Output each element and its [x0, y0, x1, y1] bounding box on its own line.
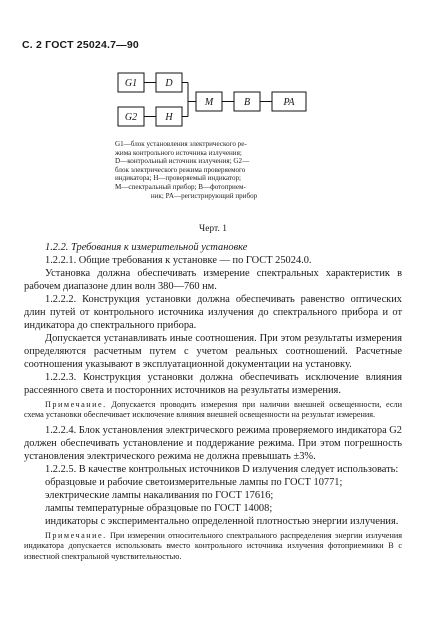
note [24, 400, 402, 421]
label-d: D [165, 78, 173, 89]
paragraph: 1.2.2.4. Блок установления электрического режима проверяемого индикатора G2 должен обеспечивать установление и поддержание режима. При этом погрешность установления электрического режима не должна превышать ±3%. [24, 424, 402, 462]
document-body [24, 241, 402, 565]
label-g2: G2 [124, 112, 138, 123]
caption-line: D—контрольный источник излучения; G2— [115, 157, 250, 166]
note [24, 531, 402, 562]
page-header: С. 2 ГОСТ 25024.7—90 [22, 39, 139, 51]
section-heading: 1.2.2. Требования к измерительной установке [45, 242, 248, 253]
label-b: B [243, 97, 251, 108]
label-g1: G1 [124, 78, 138, 89]
list-item: электрические лампы накаливания по ГОСТ 17616; [45, 489, 274, 501]
note-text: При измерении относительного спектрального распределения энергии излучения индикатора допускается использовать вместо контрольного источника излучения фотоприемники B с известной спектральной чувствительностью. [24, 530, 402, 561]
caption-line: жима контрольного источника излучения; [115, 148, 242, 157]
paragraph: 1.2.2.1. Общие требования к установке — по ГОСТ 25024.0. [45, 255, 312, 266]
figure-caption [115, 140, 293, 200]
caption-line: ник; PA—регистрирующий прибор [150, 191, 258, 200]
caption-line: индикатора; H—проверяемый индикатор; [115, 174, 242, 183]
paragraph: Допускается устанавливать иные соотношения. При этом результаты измерения определяются расчетным путем с учетом реальных соотношений. Расчетные соотношения указывают в эксплуатационной документации на установку. [24, 333, 402, 370]
label-h: H [165, 112, 173, 123]
note-label: Примечание. [45, 400, 107, 409]
label-pa: PA [283, 97, 295, 108]
list-item: образцовые и рабочие светоизмерительные лампы по ГОСТ 10771; [45, 476, 343, 488]
block-diagram [0, 0, 426, 150]
label-m: M [204, 97, 214, 108]
caption-line: блок электрического режима проверяемого [115, 165, 246, 174]
figure-label: Черт. 1 [199, 224, 227, 234]
list-item: лампы температурные образцовые по ГОСТ 14008; [45, 502, 273, 514]
note-label: Примечание. [45, 530, 107, 540]
caption-line: M—спектральный прибор; B—фотоприем- [115, 182, 246, 191]
paragraph: 1.2.2.2. Конструкция установки должна обеспечивать равенство оптических длин путей от контрольного источника излучения до спектрального прибора и от индикатора до спектрального прибора. [24, 294, 402, 331]
note-text: Допускается проводить измерения при наличии внешней освещенности, если схема установки обеспечивает исключение влияния внешней освещенности на результат измерения. [24, 400, 402, 420]
caption-line: G1—блок установления электрического ре- [115, 140, 247, 148]
paragraph: Установка должна обеспечивать измерение спектральных характеристик в рабочем диапазоне длин волн 380—760 нм. [24, 268, 402, 292]
paragraph: 1.2.2.3. Конструкция установки должна обеспечивать исключение влияния рассеянного света и посторонних источников на результаты измерения. [24, 372, 402, 396]
paragraph: 1.2.2.5. В качестве контрольных источников D излучения следует использовать: [45, 463, 399, 475]
list-item: индикаторы с экспериментально определенной плотностью энергии излучения. [45, 515, 399, 527]
